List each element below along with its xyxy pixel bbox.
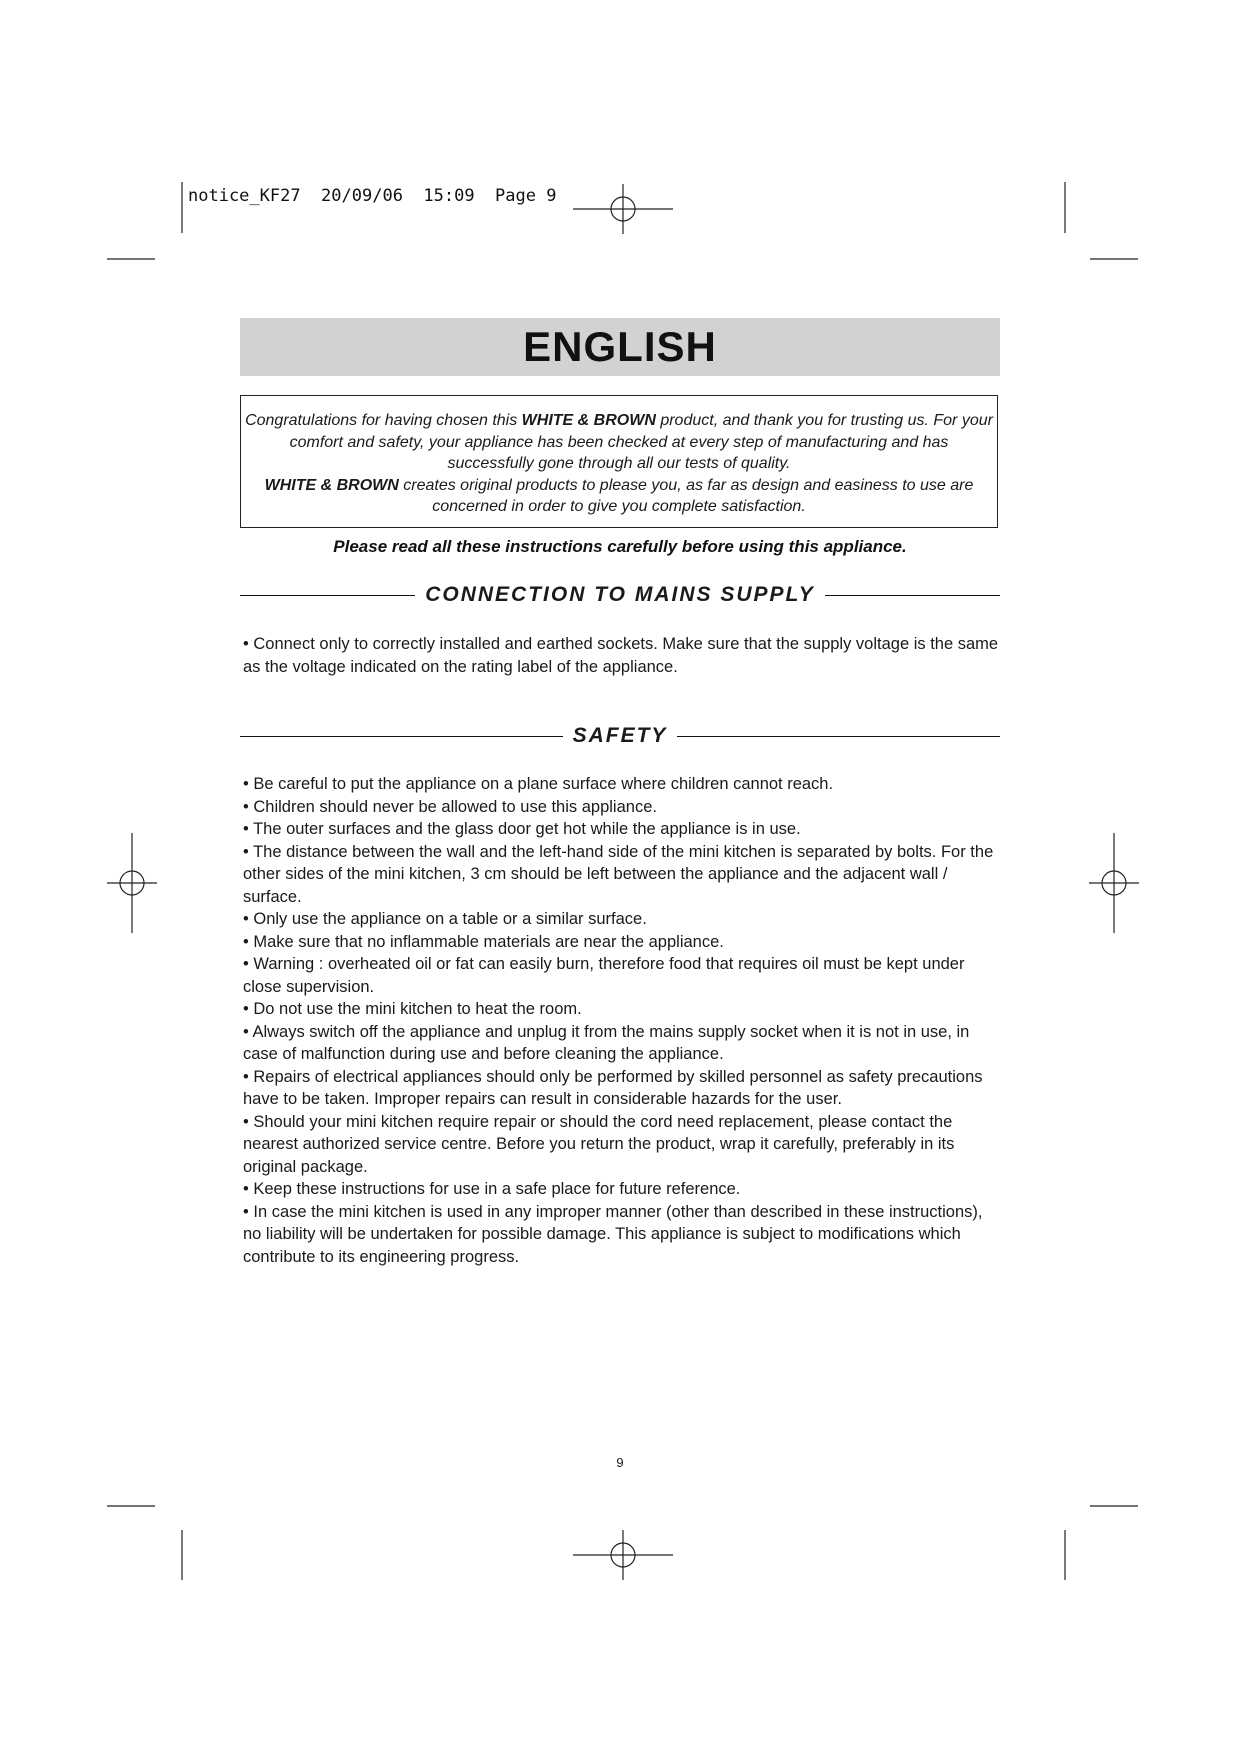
intro-message-box xyxy=(240,395,998,528)
intro-text-part: Congratulations for having chosen this xyxy=(245,412,522,429)
list-item: • Connect only to correctly installed and earthed sockets. Make sure that the supply voltage is the same as the voltage indicated on the rating label of the appliance. xyxy=(243,635,999,676)
registration-mark-top xyxy=(573,184,673,234)
section-heading-connection xyxy=(240,580,1000,610)
list-item: • Always switch off the appliance and unplug it from the mains supply socket when it is not in use, in case of malfunction during use and before cleaning the appliance. xyxy=(243,1022,970,1063)
list-item: • In case the mini kitchen is used in any improper manner (other than described in these instructions), no liability will be undertaken for possible damage. This appliance is subject to modifications which contribute to its engineering progress. xyxy=(243,1202,983,1266)
section-heading-safety xyxy=(240,721,1000,751)
language-title-band xyxy=(240,318,1000,376)
list-item: • Warning : overheated oil or fat can easily burn, therefore food that requires oil must be kept under close supervision. xyxy=(243,955,965,996)
list-item: • Only use the appliance on a table or a similar surface. xyxy=(243,910,647,928)
brand-name: WHITE & BROWN xyxy=(264,476,399,494)
section-heading-label: SAFETY xyxy=(563,724,678,747)
page-number: 9 xyxy=(616,1455,624,1470)
registration-mark-left xyxy=(107,833,157,933)
page-title: ENGLISH xyxy=(523,323,717,370)
list-item: • The distance between the wall and the left-hand side of the mini kitchen is separated by bolts. For the other sides of the mini kitchen, 3 cm should be left between the appliance and the adjacent wall / surface. xyxy=(243,842,994,906)
list-item: • The outer surfaces and the glass door get hot while the appliance is in use. xyxy=(243,820,801,838)
connection-section-body xyxy=(243,633,1003,678)
read-instructions-note: Please read all these instructions carefully before using this appliance. xyxy=(333,537,907,556)
intro-text-part: creates original products to please you, as far as design and easiness to use are concerned in order to give you complete satisfaction. xyxy=(398,476,974,515)
registration-mark-bottom xyxy=(573,1530,673,1580)
intro-text-part: product, and thank you for trusting us. For your comfort and safety, your appliance has been checked at every step of manufacturing and has successfully gone through all our tests of quality. xyxy=(289,412,993,472)
safety-section-body xyxy=(243,773,1003,1268)
section-heading-label: CONNECTION TO MAINS SUPPLY xyxy=(415,583,825,606)
list-item: • Children should never be allowed to use this appliance. xyxy=(243,797,657,816)
brand-name: WHITE & BROWN xyxy=(521,412,656,429)
intro-paragraph-2 xyxy=(245,475,993,518)
intro-paragraph-1 xyxy=(245,410,993,475)
list-item: • Repairs of electrical appliances should only be performed by skilled personnel as safety precautions have to be taken. Improper repairs can result in considerable hazards for the user. xyxy=(243,1067,983,1108)
list-item: • Keep these instructions for use in a safe place for future reference. xyxy=(243,1180,741,1198)
list-item: • Should your mini kitchen require repair or should the cord need replacement, please contact the nearest authorized service centre. Before you return the product, wrap it carefully, preferably in its original package. xyxy=(243,1112,955,1176)
list-item: • Do not use the mini kitchen to heat the room. xyxy=(243,1000,582,1018)
list-item: • Make sure that no inflammable materials are near the appliance. xyxy=(243,932,724,951)
registration-mark-right xyxy=(1089,833,1139,933)
print-slug-line: notice_KF27 20/09/06 15:09 Page 9 xyxy=(188,186,557,206)
list-item: • Be careful to put the appliance on a plane surface where children cannot reach. xyxy=(243,775,834,793)
